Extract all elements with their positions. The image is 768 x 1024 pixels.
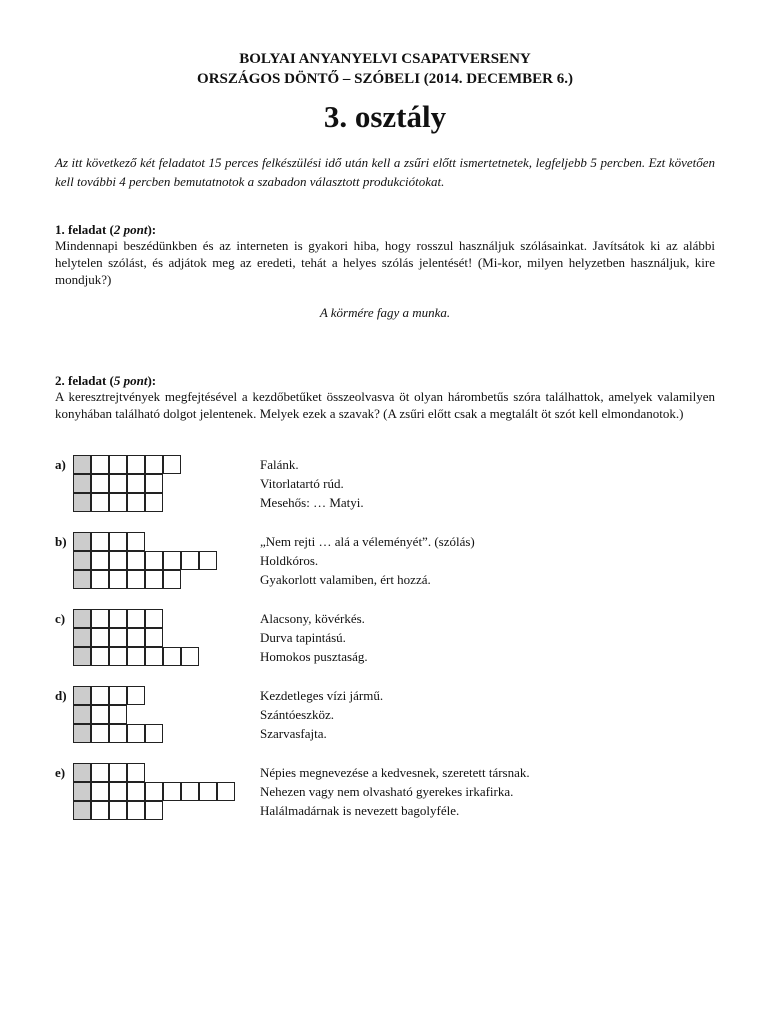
crossword-initial-cell[interactable] xyxy=(73,801,91,820)
crossword-cell[interactable] xyxy=(163,551,181,570)
crossword-cell[interactable] xyxy=(163,570,181,589)
task1-example: A körmére fagy a munka. xyxy=(319,305,451,320)
crossword-clue: Holdkóros. xyxy=(260,553,319,568)
task1-heading: 1. feladat (2 pont): xyxy=(55,222,157,237)
crossword-cell[interactable] xyxy=(91,763,109,782)
crossword-cell[interactable] xyxy=(109,474,127,493)
puzzle-label: c) xyxy=(55,611,66,626)
crossword-cell[interactable] xyxy=(127,763,145,782)
crossword-cell[interactable] xyxy=(199,782,217,801)
crossword-cell[interactable] xyxy=(145,724,163,743)
crossword-cell[interactable] xyxy=(109,647,127,666)
crossword-clue: Népies megnevezése a kedvesnek, szeretett társnak. xyxy=(260,765,530,780)
task2-title: 2. feladat xyxy=(55,373,107,388)
crossword-cell[interactable] xyxy=(199,551,217,570)
crossword-cell[interactable] xyxy=(91,474,109,493)
crossword-cell[interactable] xyxy=(91,532,109,551)
crossword-initial-cell[interactable] xyxy=(73,705,91,724)
crossword-cell[interactable] xyxy=(127,724,145,743)
crossword-cell[interactable] xyxy=(109,493,127,512)
crossword-clue: Kezdetleges vízi jármű. xyxy=(260,688,384,703)
crossword-cell[interactable] xyxy=(163,782,181,801)
task1-body: Mindennapi beszédünkben és az interneten is gyakori hiba, hogy rosszul használjuk szólásainkat. Javítsátok ki az alábbi helytelen szólást, és adjátok meg az eredeti, tehát a helyes szólás jelentését! (Mi-kor, milyen helyzetben használjuk, kire mondjuk?) xyxy=(55,238,715,287)
crossword-cell[interactable] xyxy=(91,801,109,820)
task1-title: 1. feladat xyxy=(55,222,107,237)
crossword-initial-cell[interactable] xyxy=(73,782,91,801)
crossword-initial-cell[interactable] xyxy=(73,493,91,512)
crossword-cell[interactable] xyxy=(127,455,145,474)
puzzle-label: e) xyxy=(55,765,66,780)
crossword-cell[interactable] xyxy=(127,551,145,570)
crossword-cell[interactable] xyxy=(91,647,109,666)
crossword-cell[interactable] xyxy=(145,628,163,647)
crossword-clue: Alacsony, kövérkés. xyxy=(260,611,365,626)
crossword-cell[interactable] xyxy=(109,628,127,647)
crossword-cell[interactable] xyxy=(127,570,145,589)
crossword-clue: Vitorlatartó rúd. xyxy=(260,476,344,491)
task2-points: 5 pont xyxy=(113,373,148,388)
crossword-cell[interactable] xyxy=(91,686,109,705)
crossword-cell[interactable] xyxy=(109,532,127,551)
crossword-cell[interactable] xyxy=(109,705,127,724)
crossword-cell[interactable] xyxy=(109,551,127,570)
crossword-cell[interactable] xyxy=(91,724,109,743)
crossword-cell[interactable] xyxy=(109,724,127,743)
crossword-cell[interactable] xyxy=(181,782,199,801)
puzzle-label: a) xyxy=(55,457,66,472)
crossword-initial-cell[interactable] xyxy=(73,551,91,570)
crossword-cell[interactable] xyxy=(127,647,145,666)
crossword-cell[interactable] xyxy=(145,493,163,512)
crossword-cell[interactable] xyxy=(109,763,127,782)
puzzle-label: d) xyxy=(55,688,67,703)
crossword-cell[interactable] xyxy=(127,686,145,705)
crossword-cell[interactable] xyxy=(127,532,145,551)
crossword-initial-cell[interactable] xyxy=(73,628,91,647)
crossword-cell[interactable] xyxy=(181,551,199,570)
crossword-clue: Homokos pusztaság. xyxy=(260,649,368,664)
crossword-cell[interactable] xyxy=(91,455,109,474)
crossword-clue: Halálmadárnak is nevezett bagolyféle. xyxy=(260,803,460,818)
crossword-initial-cell[interactable] xyxy=(73,647,91,666)
competition-title: BOLYAI ANYANYELVI CSAPATVERSENY xyxy=(239,51,531,67)
crossword-cell[interactable] xyxy=(109,801,127,820)
crossword-clue: Mesehős: … Matyi. xyxy=(260,495,364,510)
crossword-cell[interactable] xyxy=(91,493,109,512)
grade-title: 3. osztály xyxy=(323,99,447,134)
intro-text: Az itt következő két feladatot 15 perces felkészülési idő után kell a zsűri előtt ismertetnetek, legfeljebb 5 percben. Ezt követően kell további 4 percben bemutatnotok a szabadon választott produkciótokat. xyxy=(55,155,715,189)
crossword-clue: Falánk. xyxy=(260,457,299,472)
crossword-clue: Gyakorlott valamiben, ért hozzá. xyxy=(260,572,431,587)
crossword-cell[interactable] xyxy=(127,801,145,820)
crossword-cell[interactable] xyxy=(127,493,145,512)
crossword-clue: Szántóeszköz. xyxy=(260,707,335,722)
crossword-cell[interactable] xyxy=(163,647,181,666)
crossword-initial-cell[interactable] xyxy=(73,455,91,474)
crossword-cell[interactable] xyxy=(91,570,109,589)
task2-body: A keresztrejtvények megfejtésével a kezdőbetűket összeolvasva öt olyan hárombetűs szóra találhattok, amelyek valamilyen konyhában található dolgot jelentenek. Melyek ezek a szavak? (A zsűri előtt csak a megtalált öt szót kell elmondanotok.) xyxy=(55,389,715,421)
crossword-cell[interactable] xyxy=(145,782,163,801)
crossword-cell[interactable] xyxy=(91,551,109,570)
crossword-cell[interactable] xyxy=(145,801,163,820)
event-subtitle: ORSZÁGOS DÖNTŐ – SZÓBELI (2014. DECEMBER 6.) xyxy=(197,71,573,87)
crossword-cell[interactable] xyxy=(127,782,145,801)
crossword-cell[interactable] xyxy=(181,647,199,666)
crossword-cell[interactable] xyxy=(145,609,163,628)
crossword-clue: Szarvasfajta. xyxy=(260,726,327,741)
crossword-cell[interactable] xyxy=(91,628,109,647)
crossword-cell[interactable] xyxy=(91,705,109,724)
crossword-initial-cell[interactable] xyxy=(73,609,91,628)
crossword-cell[interactable] xyxy=(127,474,145,493)
task1-points: 2 pont xyxy=(113,222,148,237)
crossword-cell[interactable] xyxy=(109,609,127,628)
crossword-cell[interactable] xyxy=(145,647,163,666)
crossword-cell[interactable] xyxy=(127,628,145,647)
crossword-cell[interactable] xyxy=(91,782,109,801)
crossword-clue: Durva tapintású. xyxy=(260,630,346,645)
crossword-cell[interactable] xyxy=(109,455,127,474)
crossword-initial-cell[interactable] xyxy=(73,532,91,551)
crossword-cell[interactable] xyxy=(145,570,163,589)
crossword-cell[interactable] xyxy=(145,455,163,474)
crossword-clue: Nehezen vagy nem olvasható gyerekes irkafirka. xyxy=(260,784,514,799)
crossword-initial-cell[interactable] xyxy=(73,763,91,782)
crossword-cell[interactable] xyxy=(109,782,127,801)
crossword-initial-cell[interactable] xyxy=(73,686,91,705)
crossword-initial-cell[interactable] xyxy=(73,724,91,743)
crossword-cell[interactable] xyxy=(109,686,127,705)
crossword-cell[interactable] xyxy=(145,474,163,493)
crossword-initial-cell[interactable] xyxy=(73,570,91,589)
crossword-cell[interactable] xyxy=(127,609,145,628)
crossword-cell[interactable] xyxy=(217,782,235,801)
puzzle-label: b) xyxy=(55,534,67,549)
crossword-clue: „Nem rejti … alá a véleményét”. (szólás) xyxy=(260,534,475,549)
crossword-cell[interactable] xyxy=(91,609,109,628)
crossword-cell[interactable] xyxy=(109,570,127,589)
crossword-initial-cell[interactable] xyxy=(73,474,91,493)
task2-heading: 2. feladat (5 pont): xyxy=(55,373,157,388)
crossword-cell[interactable] xyxy=(163,455,181,474)
crossword-cell[interactable] xyxy=(145,551,163,570)
